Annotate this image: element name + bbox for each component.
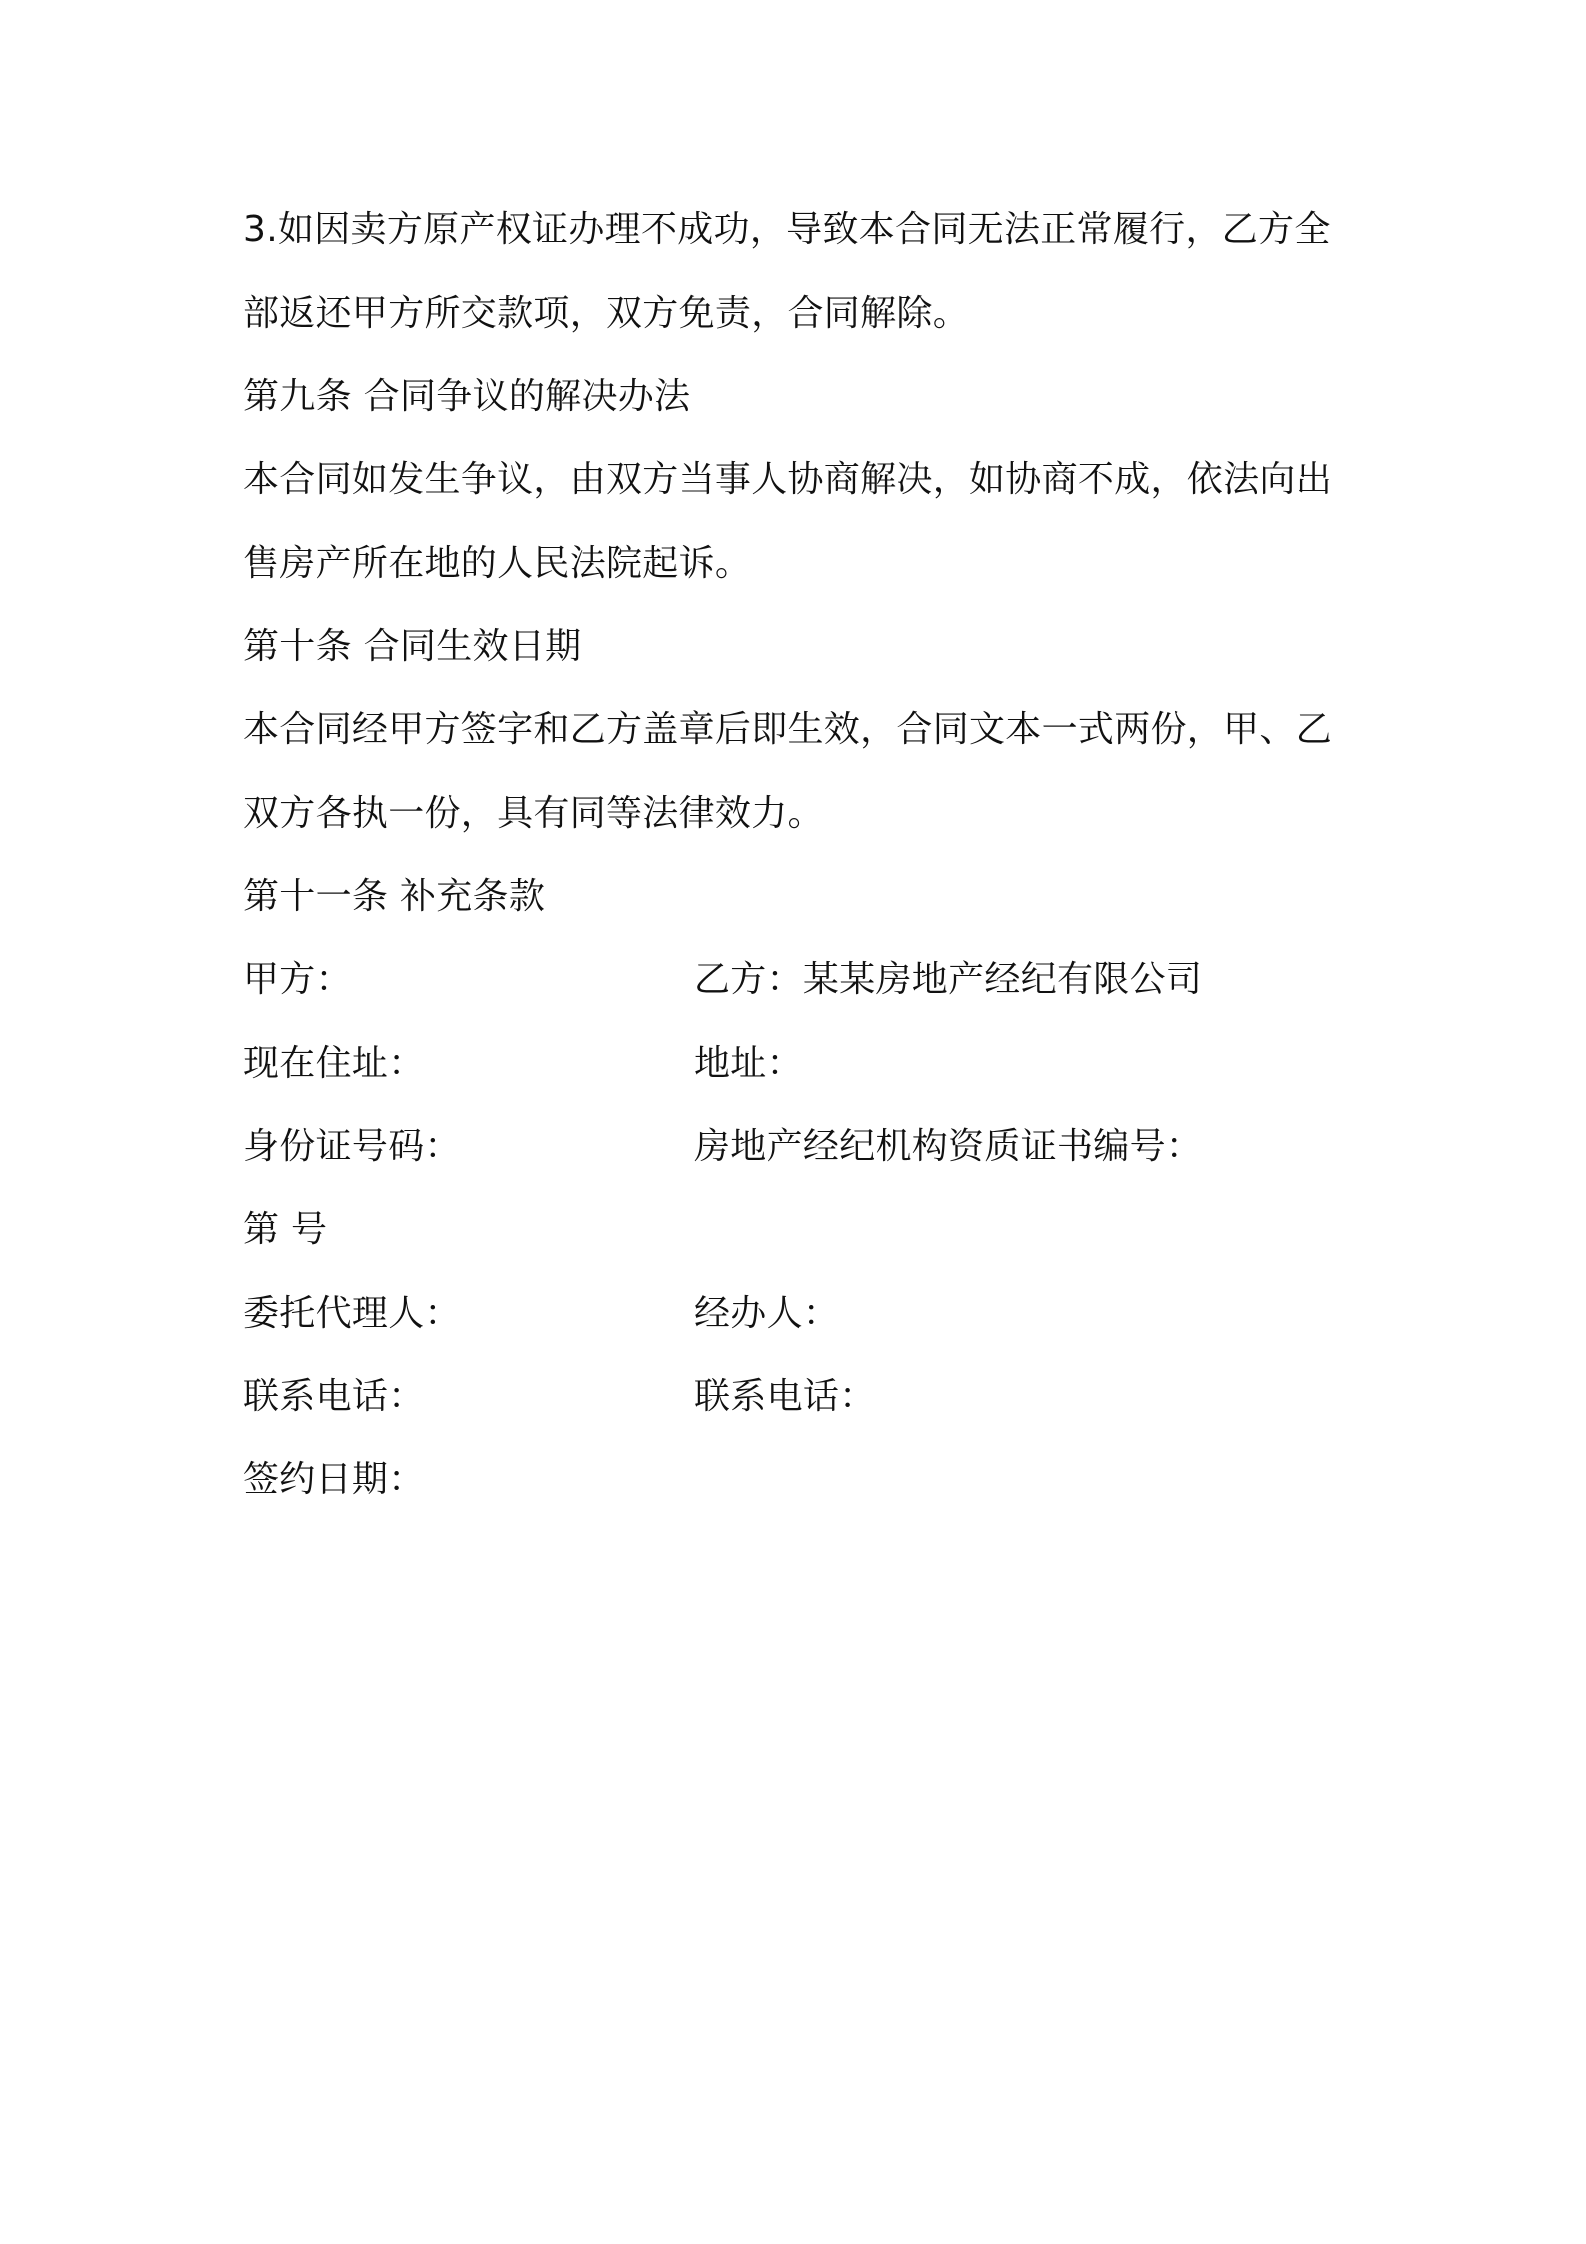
id-number-label: 身份证号码： bbox=[243, 1126, 461, 1167]
license-number-label: 房地产经纪机构资质证书编号： bbox=[694, 1126, 1203, 1167]
article-10-line-2: 双方各执一份，具有同等法律效力。 bbox=[243, 793, 824, 834]
clause-3-line-1: 3.如因卖方原产权证办理不成功，导致本合同无法正常履行，乙方全 bbox=[243, 209, 1331, 250]
license-number-line: 第 号 bbox=[243, 1209, 328, 1250]
article-10-heading: 第十条 合同生效日期 bbox=[243, 626, 582, 667]
party-a-label: 甲方： bbox=[243, 959, 352, 1000]
article-10-line-1: 本合同经甲方签字和乙方盖章后即生效，合同文本一式两份，甲、乙 bbox=[243, 709, 1333, 750]
article-9-heading: 第九条 合同争议的解决办法 bbox=[243, 376, 691, 417]
article-11-heading: 第十一条 补充条款 bbox=[243, 876, 546, 917]
clause-3-line-2: 部返还甲方所交款项，双方免责，合同解除。 bbox=[243, 293, 970, 334]
party-b-phone-label: 联系电话： bbox=[694, 1376, 876, 1417]
agent-label: 委托代理人： bbox=[243, 1293, 461, 1334]
sign-date-label: 签约日期： bbox=[243, 1459, 425, 1500]
party-a-address-label: 现在住址： bbox=[243, 1043, 425, 1084]
handler-label: 经办人： bbox=[694, 1293, 840, 1334]
article-9-line-1: 本合同如发生争议，由双方当事人协商解决，如协商不成，依法向出 bbox=[243, 459, 1333, 500]
party-b-label: 乙方：某某房地产经纪有限公司 bbox=[694, 959, 1203, 1000]
article-9-line-2: 售房产所在地的人民法院起诉。 bbox=[243, 543, 752, 584]
party-b-address-label: 地址： bbox=[694, 1043, 803, 1084]
party-a-phone-label: 联系电话： bbox=[243, 1376, 425, 1417]
